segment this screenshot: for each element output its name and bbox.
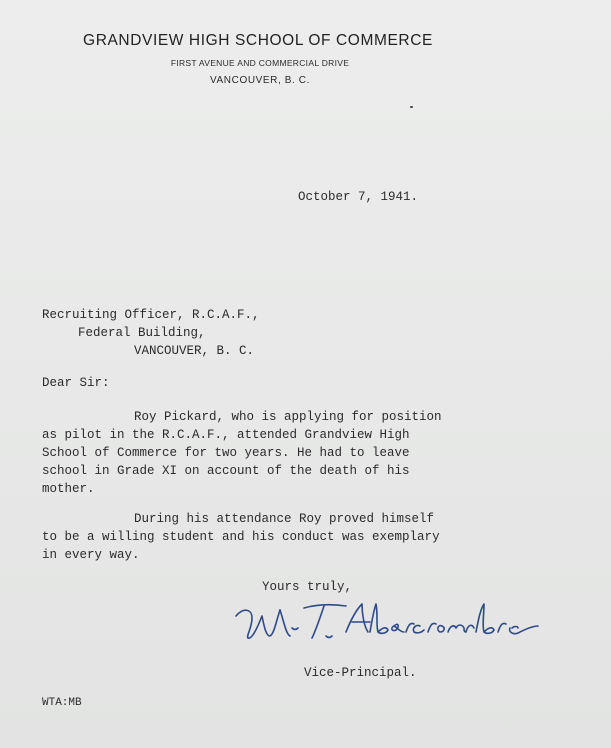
body-line: Roy Pickard, who is applying for position bbox=[134, 410, 442, 424]
body-line: school in Grade XI on account of the death of his bbox=[42, 464, 410, 478]
letterhead-school-name: GRANDVIEW HIGH SCHOOL OF COMMERCE bbox=[83, 32, 433, 49]
body-line: to be a willing student and his conduct was exemplary bbox=[42, 530, 440, 544]
body-line: as pilot in the R.C.A.F., attended Grandview High bbox=[42, 428, 410, 442]
handwritten-signature bbox=[228, 592, 548, 650]
letter-date: October 7, 1941. bbox=[298, 190, 419, 204]
paper-speck bbox=[410, 106, 413, 108]
recipient-line-1: Recruiting Officer, R.C.A.F., bbox=[42, 308, 260, 322]
closing: Yours truly, bbox=[262, 580, 353, 594]
recipient-line-2: Federal Building, bbox=[78, 326, 206, 340]
body-line: School of Commerce for two years. He had to leave bbox=[42, 446, 410, 460]
letterhead-city: VANCOUVER, B. C. bbox=[210, 75, 310, 86]
body-line: mother. bbox=[42, 482, 95, 496]
reference-initials: WTA:MB bbox=[42, 697, 82, 709]
letterhead-address: FIRST AVENUE AND COMMERCIAL DRIVE bbox=[170, 58, 350, 68]
body-line: During his attendance Roy proved himself bbox=[134, 512, 435, 526]
body-line: in every way. bbox=[42, 548, 140, 562]
signer-title: Vice-Principal. bbox=[304, 666, 417, 680]
recipient-line-3: VANCOUVER, B. C. bbox=[134, 344, 255, 358]
salutation: Dear Sir: bbox=[42, 376, 110, 390]
